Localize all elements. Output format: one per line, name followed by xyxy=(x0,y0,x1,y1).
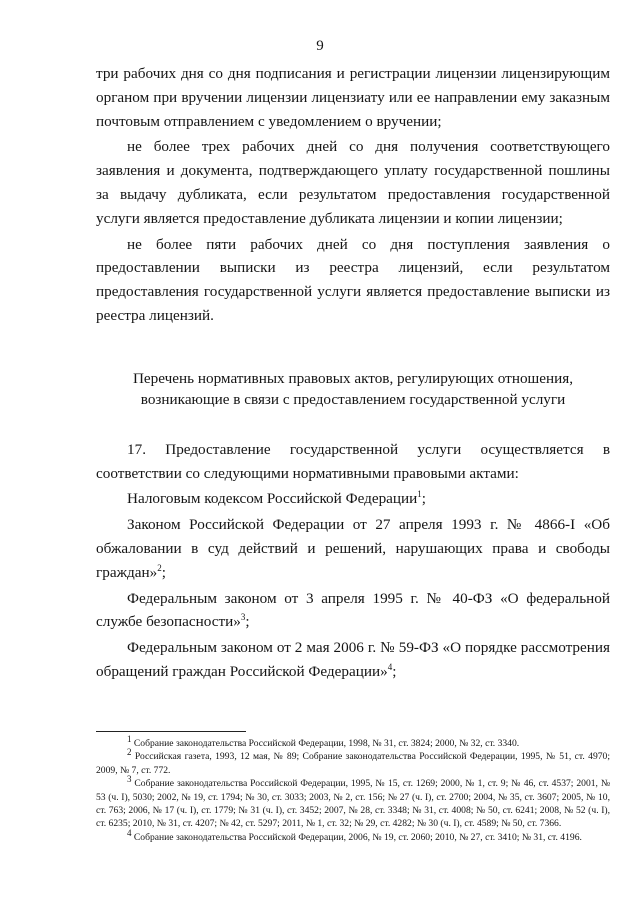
footnote-ref-1: 1 xyxy=(417,489,422,500)
act-law-2006-tail: ; xyxy=(392,662,397,680)
document-body xyxy=(96,62,610,684)
paragraph-term-extract: не более пяти рабочих дней со дня поступления заявления о предоставлении выписки из реестра лицензий, если результатом предоставления государственной услуги является предоставление выписки из реестра лицензий. xyxy=(96,235,610,324)
footnote-3-text: Собрание законодательства Российской Федерации, 1995, № 15, ст. 1269; 2000, № 1, ст. 9; № 46, ст. 4537; 2001, № 53 (ч. I), 5030; 2002, № 19, ст. 1794; № 30, ст. 3033; 2003, № 2, ст. 156; № 27 (ч. I), ст. 2700; 2004, № 35, ст. 3607; 2005, № 10, ст. 763; 2006, № 17 (ч. I), ст. 1779; № 31 (ч. I), ст. 3452; 2007, № 28, ст. 3348; № 31, ст. 4008; № 50, ст. 6241; 2008, № 52 (ч. I), ст. 6235; 2010, № 31, ст. 4207; № 42, ст. 5297; 2011, № 1, ст. 32; № 29, ст. 4282; № 30 (ч. I), ст. 4589; № 50, ст. 7366. xyxy=(96,778,610,830)
act-tax-code-tail: ; xyxy=(421,490,427,508)
footnote-3 xyxy=(96,774,610,831)
act-tax-code xyxy=(96,487,610,511)
paragraph-term-duplicate: не более трех рабочих дней со дня получения соответствующего заявления и документа, подтверждающего уплату государственной пошлины за выдачу дубликата, если результатом предоставления государственной услуги является предоставление дубликата лицензии и копии лицензии; xyxy=(96,138,610,227)
act-law-1993-text: Законом Российской Федерации от 27 апреля 1993 г. № 4866-I «Об обжаловании в суд действий и решений, нарушающих права и свободы граждан» xyxy=(96,516,610,581)
footnote-ref-4: 4 xyxy=(387,661,393,672)
footnote-separator xyxy=(96,731,246,732)
footnote-2-text: Российская газета, 1993, 12 мая, № 89; Собрание законодательства Российской Федерации, 1995, № 51, ст. 4970; 2009, № 7, ст. 772. xyxy=(96,751,610,776)
act-law-1995-tail: ; xyxy=(245,613,250,631)
act-law-1993-tail: ; xyxy=(161,563,166,581)
act-tax-code-text: Налоговым кодексом Российской Федерации xyxy=(127,490,418,508)
act-law-1993 xyxy=(96,513,610,584)
section-heading xyxy=(96,368,610,410)
paragraph-term-license: три рабочих дня со дня подписания и регистрации лицензии лицензирующим органом при вручении лицензии лицензиату или ее направлении ему заказным почтовым отправлением с уведомлением о вручении; xyxy=(96,65,610,130)
footnote-4-text: Собрание законодательства Российской Федерации, 2006, № 19, ст. 2060; 2010, № 27, ст. 3410; № 31, ст. 4196. xyxy=(133,831,582,843)
footnote-mark-2: 2 xyxy=(127,747,132,758)
act-law-1995-text: Федеральным законом от 3 апреля 1995 г. № 40-ФЗ «О федеральной службе безопасности» xyxy=(96,589,610,631)
act-law-2006-text: Федеральным законом от 2 мая 2006 г. № 59-ФЗ «О порядке рассмотрения обращений граждан Российской Федерации» xyxy=(96,639,610,680)
footnote-4 xyxy=(96,827,610,844)
paragraph-17: 17. Предоставление государственной услуги осуществляется в соответствии со следующими нормативными правовыми актами: xyxy=(96,440,610,482)
footnote-2 xyxy=(96,747,610,777)
section-heading-line-1: Перечень нормативных правовых актов, регулирующих отношения, xyxy=(132,369,574,387)
footnote-mark-4: 4 xyxy=(127,827,132,838)
page-number: 9 xyxy=(316,38,324,54)
act-law-1995 xyxy=(96,587,610,635)
footnote-mark-1: 1 xyxy=(127,733,132,744)
footnote-1-text: Собрание законодательства Российской Федерации, 1998, № 31, ст. 3824; 2000, № 32, ст. 3340. xyxy=(133,738,520,749)
footnotes xyxy=(96,733,610,844)
act-law-2006 xyxy=(96,636,610,684)
footnote-ref-2: 2 xyxy=(157,562,162,573)
section-heading-line-2: возникающие в связи с предоставлением государственной услуги xyxy=(140,390,566,408)
footnote-ref-3: 3 xyxy=(240,612,246,623)
footnote-mark-3: 3 xyxy=(127,774,132,785)
footnote-1 xyxy=(96,733,610,750)
